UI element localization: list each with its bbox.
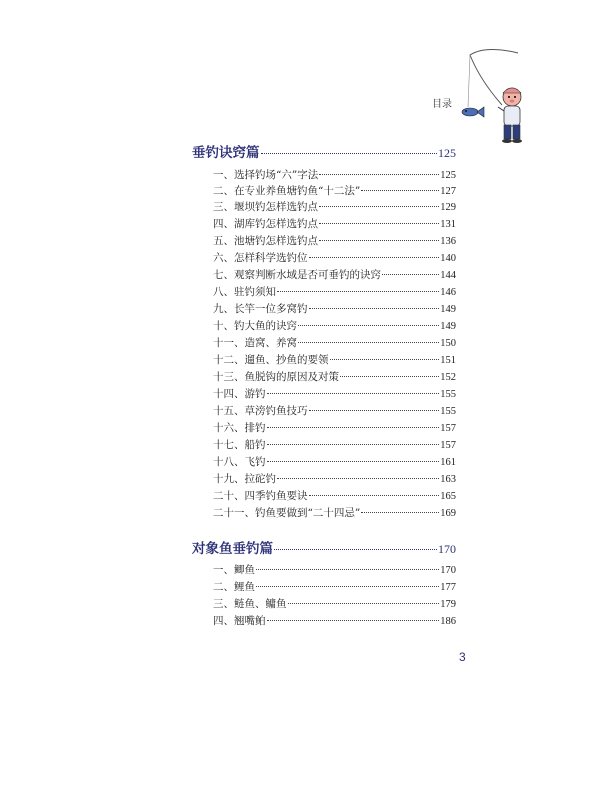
toc-header-label: 目录: [432, 99, 452, 110]
entry-title: 十五、草滂钓鱼技巧: [213, 405, 308, 417]
entry-title: 四、湖库钓怎样选钓点: [213, 218, 318, 230]
dot-leader: [340, 376, 439, 377]
toc-entry[interactable]: [213, 335, 456, 350]
toc-entry[interactable]: [213, 318, 456, 333]
entry-title: 十六、排钓: [213, 422, 266, 434]
toc-entry[interactable]: [213, 233, 456, 248]
entry-title: 二十一、钓鱼要做到“二十四忌”: [213, 507, 361, 519]
toc-entry[interactable]: [213, 613, 456, 628]
entry-title: 十三、鱼脱钩的原因及对策: [213, 371, 339, 383]
dot-leader: [361, 512, 439, 513]
dot-leader: [319, 174, 439, 175]
toc-entry[interactable]: [213, 505, 456, 520]
entry-title: 一、鲫鱼: [213, 564, 255, 576]
toc-entry[interactable]: [213, 167, 456, 182]
entry-page-number: 152: [440, 372, 456, 383]
entry-page-number: 179: [440, 599, 456, 610]
entry-page-number: 127: [440, 186, 456, 197]
toc-entry[interactable]: [213, 454, 456, 469]
entry-page-number: 131: [440, 219, 456, 230]
entry-page-number: 129: [440, 202, 456, 213]
section-page-number: 125: [438, 146, 456, 160]
dot-leader: [309, 257, 440, 258]
entry-page-number: 161: [440, 457, 456, 468]
entry-page-number: 150: [440, 338, 456, 349]
page-number: 3: [459, 650, 466, 664]
dot-leader: [298, 325, 439, 326]
toc-entry[interactable]: [213, 284, 456, 299]
entry-title: 十七、船钓: [213, 439, 266, 451]
entry-page-number: 157: [440, 440, 456, 451]
toc-section-2[interactable]: [192, 537, 456, 557]
entry-page-number: 177: [440, 582, 456, 593]
entry-title: 十九、拉砣钓: [213, 473, 276, 485]
dot-leader: [319, 223, 439, 224]
entry-title: 十四、游钓: [213, 388, 266, 400]
entry-title: 二、鲤鱼: [213, 581, 255, 593]
entry-page-number: 155: [440, 389, 456, 400]
entry-page-number: 170: [440, 565, 456, 576]
section-page-number: 170: [438, 542, 456, 556]
section-title: 垂钓诀窍篇: [192, 145, 260, 161]
toc-entry[interactable]: [213, 267, 456, 282]
entry-title: 九、长竿一位多窝钓: [213, 303, 308, 315]
entry-page-number: 125: [440, 170, 456, 181]
dot-leader: [274, 549, 437, 550]
dot-leader: [267, 393, 440, 394]
toc-entry[interactable]: [213, 579, 456, 594]
dot-leader: [298, 342, 439, 343]
toc-entry[interactable]: [213, 437, 456, 452]
dot-leader: [277, 291, 439, 292]
dot-leader: [309, 410, 440, 411]
toc-section-1[interactable]: [192, 141, 456, 161]
toc-entry[interactable]: [213, 250, 456, 265]
dot-leader: [382, 274, 439, 275]
entry-title: 六、怎样科学选钓位: [213, 252, 308, 264]
dot-leader: [261, 153, 438, 154]
dot-leader: [267, 444, 440, 445]
entry-page-number: 186: [440, 616, 456, 627]
entry-title: 十八、飞钓: [213, 456, 266, 468]
entry-page-number: 149: [440, 304, 456, 315]
entry-title: 三、堰坝钓怎样选钓点: [213, 201, 318, 213]
entry-title: 一、选择钓场“六”字法: [213, 169, 319, 181]
entry-page-number: 157: [440, 423, 456, 434]
entry-title: 四、翘嘴鲌: [213, 615, 266, 627]
entry-page-number: 155: [440, 406, 456, 417]
entry-page-number: 165: [440, 491, 456, 502]
dot-leader: [267, 427, 440, 428]
toc-entry[interactable]: [213, 199, 456, 214]
entry-title: 二十、四季钓鱼要诀: [213, 490, 308, 502]
toc-entry[interactable]: [213, 420, 456, 435]
entry-page-number: 136: [440, 236, 456, 247]
dot-leader: [319, 240, 439, 241]
toc-entry[interactable]: [213, 301, 456, 316]
entry-title: 五、池塘钓怎样选钓点: [213, 235, 318, 247]
dot-leader: [256, 569, 439, 570]
dot-leader: [267, 461, 440, 462]
entry-title: 三、鲢鱼、鳙鱼: [213, 598, 287, 610]
toc-entry[interactable]: [213, 403, 456, 418]
dot-leader: [267, 620, 440, 621]
entry-title: 十一、造窝、养窝: [213, 337, 297, 349]
entry-page-number: 163: [440, 474, 456, 485]
toc-entry[interactable]: [213, 488, 456, 503]
entry-page-number: 146: [440, 287, 456, 298]
entry-title: 七、观察判断水域是否可垂钓的诀窍: [213, 269, 381, 281]
entry-page-number: 149: [440, 321, 456, 332]
dot-leader: [309, 495, 440, 496]
toc-entry[interactable]: [213, 216, 456, 231]
dot-leader: [361, 190, 439, 191]
toc-entry[interactable]: [213, 352, 456, 367]
dot-leader: [319, 206, 439, 207]
entry-title: 二、在专业养鱼塘钓鱼“十二法”: [213, 185, 361, 197]
entry-page-number: 151: [440, 355, 456, 366]
toc-entry[interactable]: [213, 596, 456, 611]
toc-entry[interactable]: [213, 562, 456, 577]
dot-leader: [277, 478, 439, 479]
toc-entry[interactable]: [213, 471, 456, 486]
entry-page-number: 140: [440, 253, 456, 264]
entry-title: 十二、遛鱼、抄鱼的要领: [213, 354, 329, 366]
dot-leader: [256, 586, 439, 587]
dot-leader: [288, 603, 440, 604]
toc-entry[interactable]: [213, 386, 456, 401]
toc-entry[interactable]: [213, 183, 456, 198]
entry-page-number: 169: [440, 508, 456, 519]
entry-page-number: 144: [440, 270, 456, 281]
section-title: 对象鱼垂钓篇: [192, 541, 273, 557]
dot-leader: [309, 308, 440, 309]
entry-title: 八、驻钓须知: [213, 286, 276, 298]
dot-leader: [330, 359, 440, 360]
toc-entry[interactable]: [213, 369, 456, 384]
entry-title: 十、钓大鱼的诀窍: [213, 320, 297, 332]
